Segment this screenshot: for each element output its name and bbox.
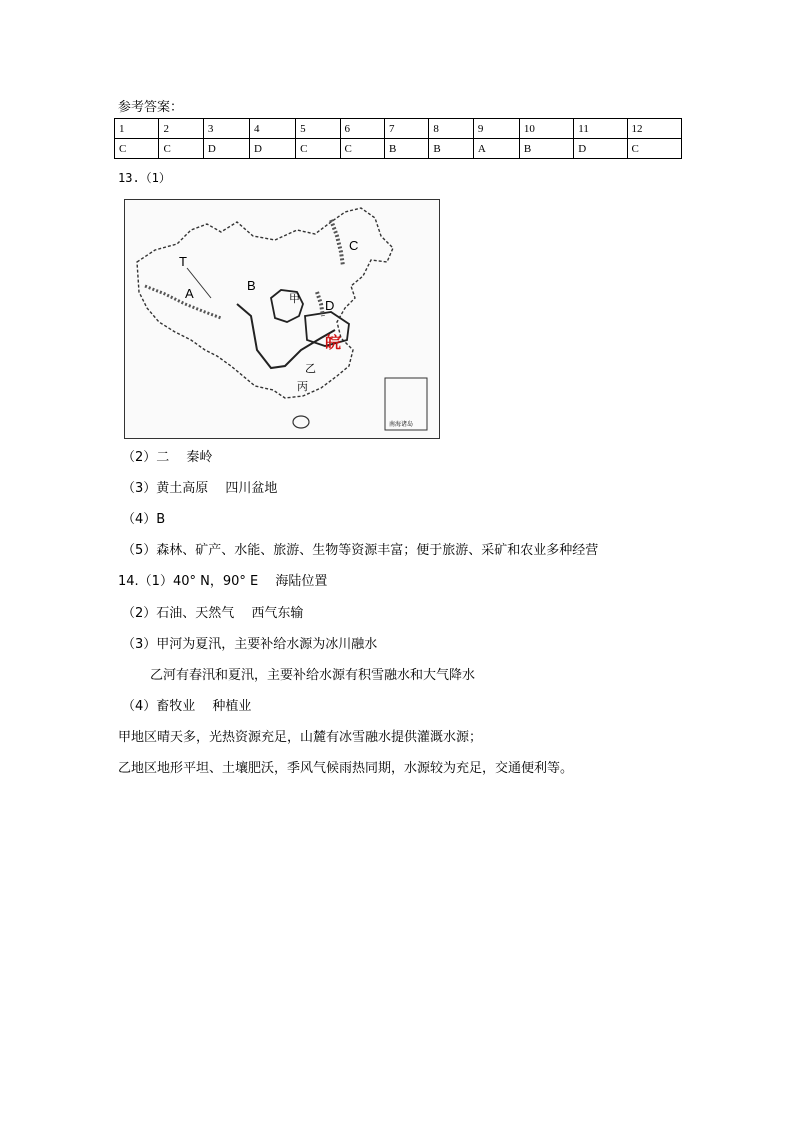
map-label-c: C (349, 238, 359, 253)
table-cell: C (115, 139, 159, 159)
table-cell: 9 (473, 119, 519, 139)
q13-answer-3: （3）黄土高原 四川盆地 (122, 481, 278, 496)
table-cell: D (574, 139, 627, 159)
answer-table (114, 118, 682, 159)
q14-answer-4-yi: 乙地区地形平坦、土壤肥沃，季风气候雨热同期，水源较为充足，交通便利等。 (118, 761, 574, 776)
table-cell: 7 (384, 119, 428, 139)
answer-row (115, 139, 682, 159)
q13-label: 13.（1） (118, 171, 171, 185)
china-map (124, 199, 440, 439)
table-cell: C (627, 139, 681, 159)
table-cell: 4 (249, 119, 295, 139)
q14-answer-1: 14.（1）40° N，90° E 海陆位置 (118, 574, 328, 589)
table-cell: D (203, 139, 249, 159)
q14-answer-4-jia: 甲地区晴天多，光热资源充足，山麓有冰雪融水提供灌溉水源； (118, 730, 483, 745)
table-cell: 11 (574, 119, 627, 139)
china-map-drawing (125, 200, 439, 438)
q14-answer-3a: （3）甲河为夏汛，主要补给水源为冰川融水 (122, 637, 378, 652)
mountain-range (317, 292, 323, 316)
map-label-d: D (325, 298, 335, 313)
table-cell: 2 (159, 119, 203, 139)
table-cell: C (340, 139, 384, 159)
table-cell: 12 (627, 119, 681, 139)
table-cell: D (249, 139, 295, 159)
mountain-range (145, 286, 221, 318)
country-outline (137, 208, 393, 398)
table-cell: B (429, 139, 473, 159)
answer-key-title: 参考答案： (118, 100, 184, 115)
q14-answer-4: （4）畜牧业 种植业 (122, 699, 252, 714)
table-cell: 8 (429, 119, 473, 139)
map-label-b: B (247, 278, 256, 293)
map-label-t: T (179, 254, 187, 269)
q13-answer-5: （5）森林、矿产、水能、旅游、生物等资源丰富；便于旅游、采矿和农业多种经营 (122, 543, 599, 558)
map-label-bing: 丙 (297, 380, 308, 393)
table-cell: 10 (519, 119, 573, 139)
q14-answer-3b: 乙河有春汛和夏汛，主要补给水源有积雪融水和大气降水 (150, 668, 476, 683)
mountain-range (331, 220, 343, 266)
map-label-a: A (185, 286, 194, 301)
table-cell: 6 (340, 119, 384, 139)
table-cell: 3 (203, 119, 249, 139)
table-cell: B (519, 139, 573, 159)
hainan-island (293, 416, 309, 428)
map-label-jia: 甲 (289, 292, 300, 305)
q14-answer-2: （2）石油、天然气 西气东输 (122, 606, 304, 621)
inset-label: 南海诸岛 (389, 421, 414, 428)
q13-answer-2: （2）二 秦岭 (122, 450, 213, 465)
table-cell: C (159, 139, 203, 159)
question-number-row (115, 119, 682, 139)
table-cell: A (473, 139, 519, 159)
q13-answer-4: （4）B (122, 512, 166, 527)
table-cell: C (296, 139, 340, 159)
map-label-yi: 乙 (305, 362, 316, 375)
table-cell: 5 (296, 119, 340, 139)
table-cell: B (384, 139, 428, 159)
table-cell: 1 (115, 119, 159, 139)
map-label-wan: 皖 (325, 333, 342, 352)
